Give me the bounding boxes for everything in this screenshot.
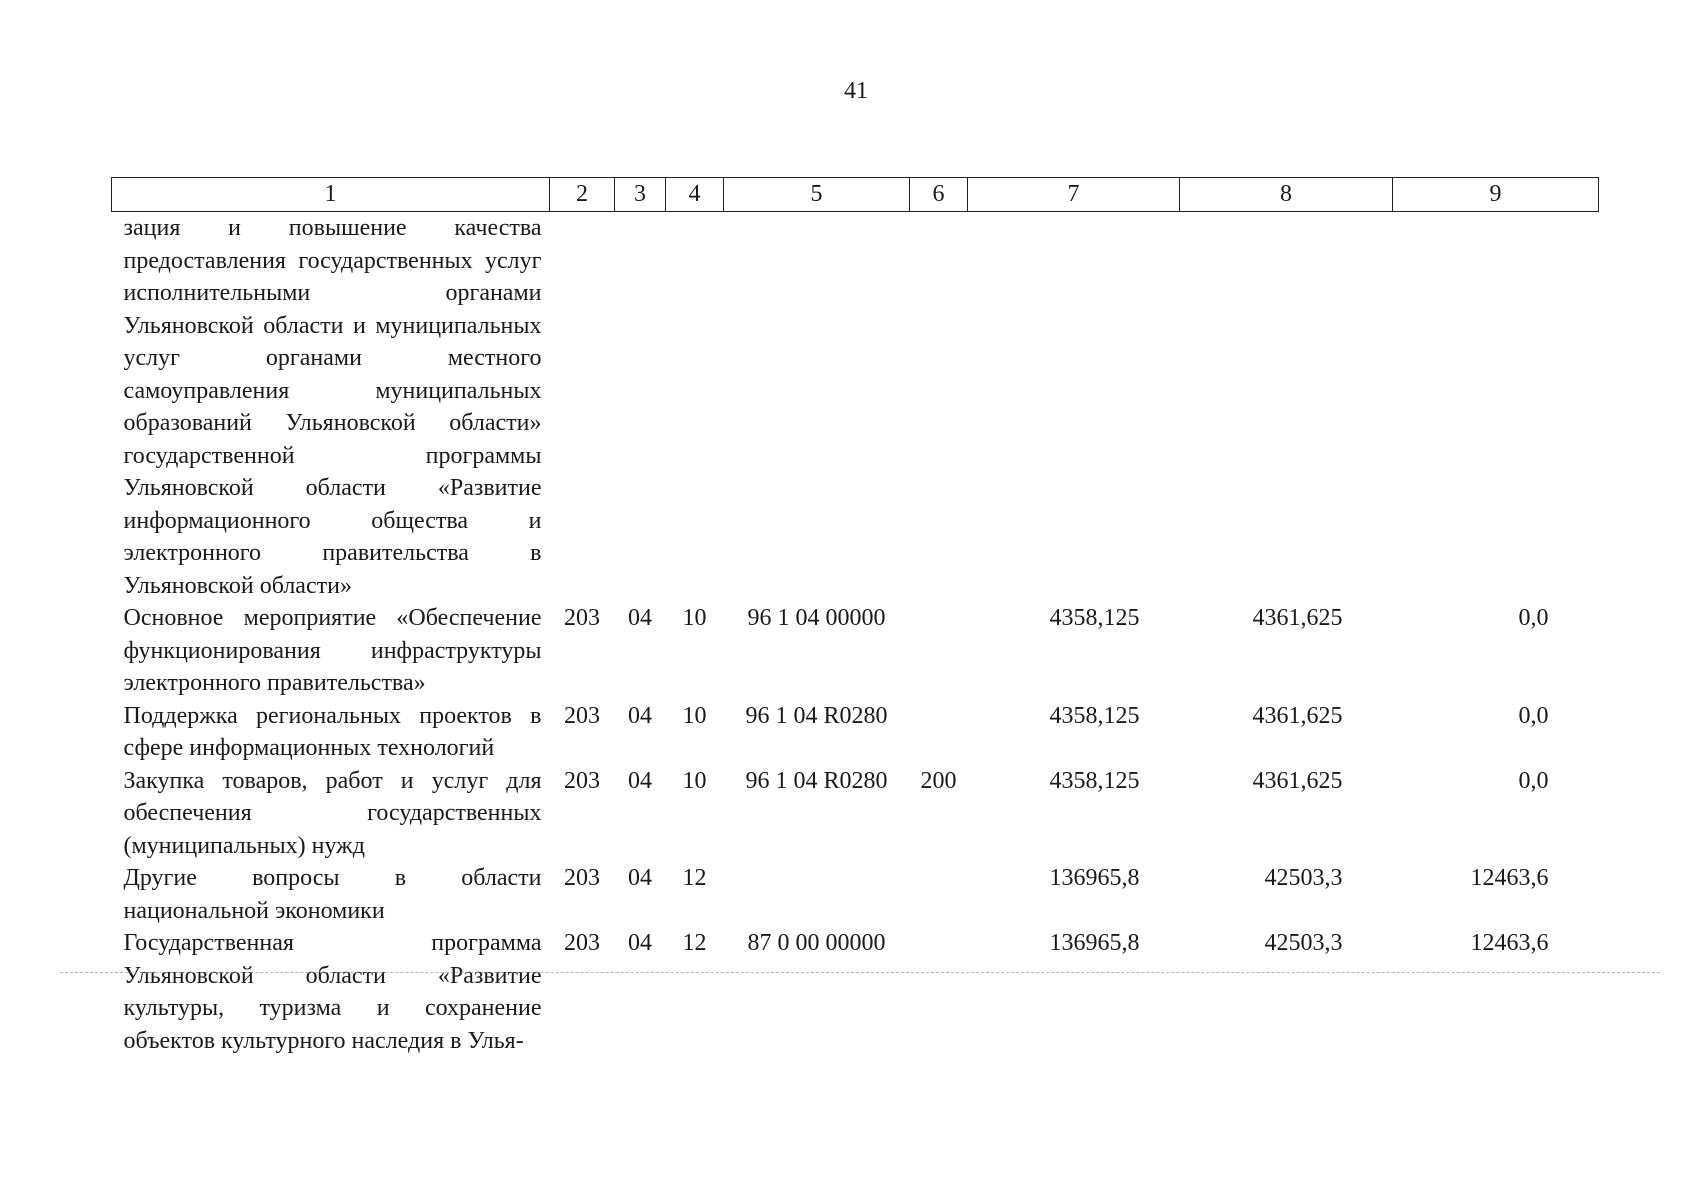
row-name: Закупка товаров, работ и услуг для обеспечения государственных (муниципальных) нужд <box>123 767 542 859</box>
row-col-2: 203 <box>564 767 600 794</box>
row-col-5 <box>724 862 910 927</box>
row-col-9: 12463,6 <box>1470 865 1549 891</box>
header-col-4: 4 <box>666 178 724 212</box>
row-col-7: 4358,125 <box>1049 605 1140 631</box>
row-col-5 <box>724 212 910 603</box>
row-col-7: 136965,8 <box>1049 865 1140 891</box>
row-col-3: 04 <box>628 865 652 891</box>
table-body <box>112 212 1599 1058</box>
row-col-9: 0,0 <box>1518 702 1549 729</box>
row-name: Поддержка региональных проектов в сфере информационных технологий <box>123 702 542 761</box>
header-col-6: 6 <box>910 178 968 212</box>
row-col-2: 203 <box>564 702 600 729</box>
row-col-9: 0,0 <box>1518 605 1549 631</box>
table-header <box>112 178 1599 212</box>
row-col-3: 04 <box>628 767 652 794</box>
table-row <box>112 927 1599 1057</box>
row-col-2: 203 <box>564 930 600 956</box>
row-col-4: 10 <box>682 605 707 631</box>
table-row <box>112 212 1599 603</box>
row-col-5: 96 1 04 R0280 <box>745 702 888 729</box>
row-col-4 <box>666 212 724 603</box>
row-name: Основное мероприятие «Обеспечение функционирования инфраструктуры электронного правительства» <box>123 605 542 696</box>
row-col-2: 203 <box>564 865 600 891</box>
row-col-7 <box>968 212 1180 603</box>
row-col-6: 200 <box>920 767 957 794</box>
row-col-9: 0,0 <box>1518 767 1549 794</box>
header-col-3: 3 <box>615 178 666 212</box>
header-col-1: 1 <box>112 178 550 212</box>
row-col-4: 12 <box>682 930 707 956</box>
row-name: Другие вопросы в области национальной экономики <box>123 865 542 924</box>
row-col-7: 4358,125 <box>1049 702 1140 729</box>
row-col-5: 96 1 04 00000 <box>747 605 886 631</box>
row-col-3: 04 <box>628 605 652 631</box>
row-col-6 <box>910 862 968 927</box>
table-row <box>112 765 1599 863</box>
row-col-3 <box>615 212 666 603</box>
row-col-8: 4361,625 <box>1252 767 1343 794</box>
row-col-8: 4361,625 <box>1252 702 1343 729</box>
header-row <box>112 178 1599 212</box>
row-col-9 <box>1393 212 1599 603</box>
row-col-8: 4361,625 <box>1252 605 1343 631</box>
row-col-4: 12 <box>682 865 707 891</box>
row-col-4: 10 <box>682 767 707 794</box>
row-name: Государственная программа Ульяновской области «Развитие культуры, туризма и сохранение объектов культурного наследия в Улья- <box>123 930 542 1054</box>
row-name: зация и повышение качества предоставления государственных услуг исполнительными органами Ульяновской области и муниципальных услуг органами местного самоуправления муниципальных образований Ульяновской области» государственной программы Ульяновской области «Развитие информационного общества и электронного правительства в Ульяновской области» <box>123 215 542 599</box>
row-col-8 <box>1180 212 1393 603</box>
table-row <box>112 700 1599 765</box>
row-col-5: 87 0 00 00000 <box>747 930 886 956</box>
table-row <box>112 602 1599 700</box>
row-col-6 <box>910 700 968 765</box>
header-col-5: 5 <box>724 178 910 212</box>
row-col-2 <box>550 212 615 603</box>
row-col-8: 42503,3 <box>1264 865 1343 891</box>
table-row <box>112 862 1599 927</box>
row-col-5: 96 1 04 R0280 <box>745 767 888 794</box>
header-col-2: 2 <box>550 178 615 212</box>
header-col-9: 9 <box>1393 178 1599 212</box>
row-col-6 <box>910 212 968 603</box>
row-col-6 <box>910 927 968 1057</box>
row-col-7: 136965,8 <box>1049 930 1140 956</box>
row-col-4: 10 <box>682 702 707 729</box>
header-col-7: 7 <box>968 178 1180 212</box>
row-col-8: 42503,3 <box>1264 930 1343 956</box>
row-col-3: 04 <box>628 702 652 729</box>
row-col-9: 12463,6 <box>1470 930 1549 956</box>
row-col-2: 203 <box>564 605 600 631</box>
page-number: 41 <box>844 78 868 104</box>
row-col-6 <box>910 602 968 700</box>
row-col-3: 04 <box>628 930 652 956</box>
scan-artifact-dashed-line <box>60 972 1660 973</box>
budget-table <box>111 177 1599 1057</box>
header-col-8: 8 <box>1180 178 1393 212</box>
row-col-7: 4358,125 <box>1049 767 1140 794</box>
